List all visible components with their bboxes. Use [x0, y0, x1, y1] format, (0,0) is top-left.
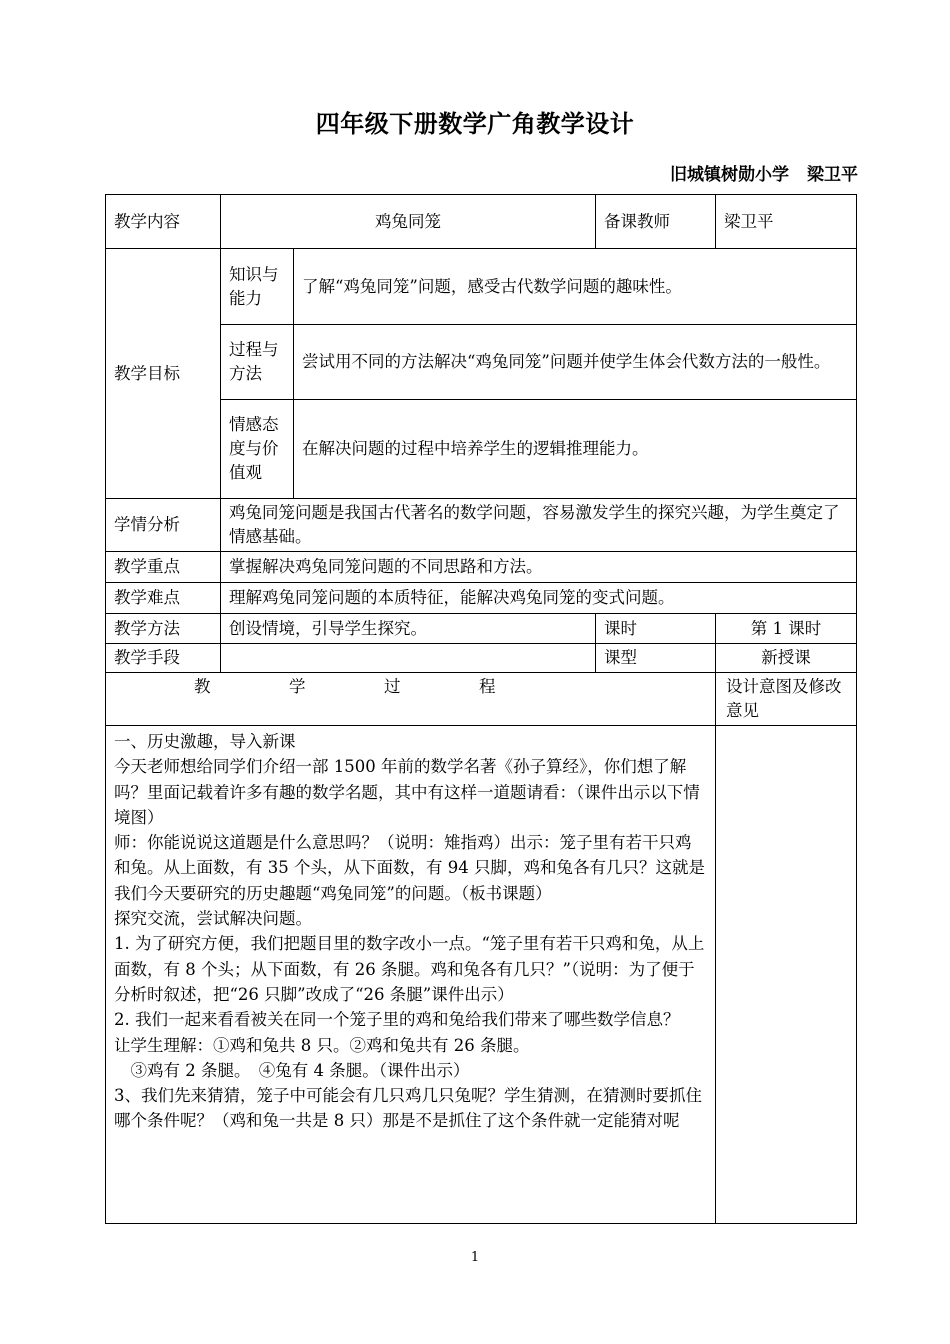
process-paragraph: 探究交流，尝试解决问题。 — [114, 909, 312, 929]
difficult-text: 理解鸡兔同笼问题的本质特征，能解决鸡兔同笼的变式问题。 — [221, 583, 857, 614]
method-label: 教学方法 — [106, 614, 221, 644]
method-text: 创设情境，引导学生探究。 — [221, 614, 596, 644]
process-header-char-3: 过 — [384, 677, 401, 696]
process-paragraph: 让学生理解：①鸡和兔共 8 只。②鸡和兔共有 26 条腿。 — [114, 1035, 530, 1055]
analysis-text: 鸡兔同笼问题是我国古代著名的数学问题，容易激发学生的探究兴趣，为学生奠定了情感基础。 — [221, 499, 857, 552]
process-paragraph: ③鸡有 2 条腿。 ④兔有 4 条腿。（课件出示） — [114, 1060, 470, 1080]
row-process-header — [106, 673, 857, 726]
process-paragraph: 1. 为了研究方便，我们把题目里的数字改小一点。“笼子里有若干只鸡和兔，从上面数，有 8 个头；从下面数，有 26 条腿。鸡和兔各有几只？”（说明：为了便于分析时叙述，把“26 只脚”改成了“26 条腿”课件出示） — [114, 934, 705, 1004]
process-paragraph: 2. 我们一起来看看被关在同一个笼子里的鸡和兔给我们带来了哪些数学信息？ — [114, 1010, 680, 1030]
process-paragraph: 今天老师想给同学们介绍一部 1500 年前的数学名著《孙子算经》，你们想了解吗？里面记载着许多有趣的数学名题，其中有这样一道题请看：（课件出示以下情境图） — [114, 757, 700, 827]
goal3-label: 情感态度与价值观 — [221, 400, 294, 499]
process-header-char-1: 教 — [194, 677, 211, 696]
process-header — [106, 673, 716, 726]
type-label: 课型 — [596, 644, 716, 673]
process-paragraph: 一、历史激趣，导入新课 — [114, 732, 296, 751]
row-difficult — [106, 583, 857, 614]
content-label: 教学内容 — [106, 195, 221, 249]
key-text: 掌握解决鸡兔同笼问题的不同思路和方法。 — [221, 552, 857, 583]
period-label: 课时 — [596, 614, 716, 644]
row-goal-1 — [106, 249, 857, 325]
document-title: 四年级下册数学广角教学设计 — [315, 109, 635, 138]
analysis-label: 学情分析 — [106, 499, 221, 552]
process-header-char-2: 学 — [289, 677, 306, 696]
goal2-text: 尝试用不同的方法解决“鸡兔同笼”问题并使学生体会代数方法的一般性。 — [294, 325, 857, 400]
prep-teacher-label: 备课教师 — [596, 195, 716, 249]
content-value: 鸡兔同笼 — [221, 195, 596, 249]
design-notes-cell — [716, 726, 857, 1224]
goal2-label: 过程与方法 — [221, 325, 294, 400]
process-paragraph: 3、我们先来猜猜，笼子中可能会有几只鸡几只兔呢？学生猜测，在猜测时要抓住哪个条件呢？（鸡和兔一共是 8 只）那是不是抓住了这个条件就一定能猜对呢 — [114, 1086, 702, 1131]
row-process-body — [106, 726, 857, 1224]
author-line — [670, 160, 858, 185]
row-analysis — [106, 499, 857, 552]
process-header-char-4: 程 — [479, 677, 496, 696]
goal3-text: 在解决问题的过程中培养学生的逻辑推理能力。 — [294, 400, 857, 499]
goals-label: 教学目标 — [106, 249, 221, 499]
process-body — [106, 726, 716, 1224]
prep-teacher-value: 梁卫平 — [716, 195, 857, 249]
key-label: 教学重点 — [106, 552, 221, 583]
design-header: 设计意图及修改意见 — [716, 673, 857, 726]
goal1-text: 了解“鸡兔同笼”问题，感受古代数学问题的趣味性。 — [294, 249, 857, 325]
page-number: 1 — [470, 1250, 480, 1265]
row-key — [106, 552, 857, 583]
lesson-plan-table — [105, 194, 857, 1224]
goal1-label: 知识与能力 — [221, 249, 294, 325]
row-content — [106, 195, 857, 249]
difficult-label: 教学难点 — [106, 583, 221, 614]
period-value: 第 1 课时 — [716, 614, 857, 644]
process-paragraph: 师：你能说说这道题是什么意思吗？（说明：雉指鸡）出示：笼子里有若干只鸡和兔。从上面数，有 35 个头，从下面数，有 94 只脚，鸡和兔各有几只？这就是我们今天要研究的历史趣题“鸡兔同笼”的问题。（板书课题） — [114, 833, 705, 903]
author-name: 梁卫平 — [807, 165, 858, 185]
school-name: 旧城镇树勋小学 — [670, 165, 789, 185]
row-method — [106, 614, 857, 644]
means-text — [221, 644, 596, 673]
means-label: 教学手段 — [106, 644, 221, 673]
row-means — [106, 644, 857, 673]
type-value: 新授课 — [716, 644, 857, 673]
